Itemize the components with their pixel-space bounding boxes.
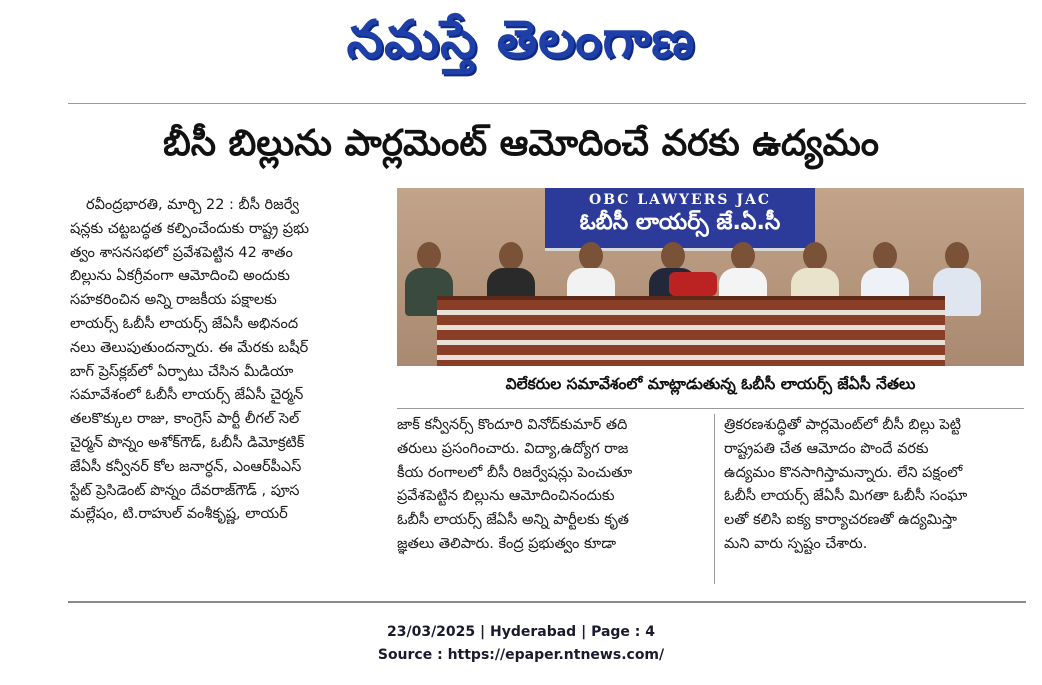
text-line: షన్లకు చట్టబద్ధత కల్పించేందుకు రాష్ట్ర ప్రభు (70, 220, 309, 237)
text-line: రవీంద్రభారతి, మార్చి 22 : బీసీ రిజర్వే (86, 197, 299, 213)
microphones (669, 272, 717, 296)
article-column-1 (70, 194, 386, 586)
photo-caption: విలేకరుల సమావేశంలో మాట్లాడుతున్న ఓబీసీ లాయర్స్ జేఏసీ నేతలు (397, 370, 1024, 398)
text-line: స్టేట్ ప్రెసిడెంట్ పొన్నం దేవరాజ్‌గౌడ్ , పూస (70, 482, 300, 499)
text-line: నలు తెలుపుతుందన్నారు. ఈ మేరకు బషీర్ (70, 339, 309, 356)
press-table (437, 296, 945, 366)
bottom-divider (68, 601, 1026, 603)
masthead-divider (68, 103, 1026, 104)
banner-telugu-text: ఓబీసీ లాయర్స్ జే.ఏ.సీ (579, 210, 781, 235)
article-column-3 (724, 414, 1024, 584)
text-line: జ్ఞతలు తెలిపారు. కేంద్ర ప్రభుత్వం కూడా (397, 535, 616, 552)
text-line: చైర్మన్ పొన్నం అశోక్‌గౌడ్, ఓబీసీ డిమోక్రటిక్ (70, 434, 305, 451)
text-line: రాష్ట్రపతి చేత ఆమోదం పొందే వరకు (724, 440, 929, 457)
press-meet-photo (397, 188, 1024, 366)
text-line: మని వారు స్పష్టం చేశారు. (724, 535, 868, 552)
text-line: బాగ్ ప్రెస్‌క్లబ్‌లో ఏర్పాటు చేసిన మీడియా (70, 363, 294, 380)
text-line: ప్రవేశపెట్టిన బిల్లును ఆమోదించినందుకు (397, 488, 615, 505)
article-column-2 (397, 414, 703, 584)
text-line: తలకొక్కుల రాజు, కాంగ్రెస్ పార్టీ లీగల్ సెల్ (70, 411, 300, 428)
headline: బీసీ బిల్లును పార్లమెంట్ ఆమోదించే వరకు ఉద్యమం (162, 123, 880, 164)
text-line: జాక్ కన్వీనర్స్ కొందూరి వినోద్‌కుమార్ తది (397, 417, 628, 433)
text-line: లతో కలిసి ఐక్య కార్యాచరణతో ఉద్యమిస్తా (724, 512, 957, 529)
text-line: కీయ రంగాలలో బీసీ రిజర్వేషన్లు పెంచుతూ (397, 464, 633, 481)
caption-divider (397, 408, 1024, 409)
text-line: సమావేశంలో ఓబీసీ లాయర్స్ జేఏసీ చైర్మన్ (70, 387, 304, 404)
banner-english-text: OBC LAWYERS JAC (589, 192, 771, 208)
text-line: ఓబీసీ లాయర్స్ జేఏసీ మిగతా ఓబీసీ సంఘా (724, 488, 968, 505)
text-line: తరులు ప్రసంగించారు. విద్యా,ఉద్యోగ రాజ (397, 440, 629, 457)
text-line: బిల్లును ఏకగ్రీవంగా ఆమోదించి అందుకు (70, 268, 290, 285)
text-line: సహకరించిన అన్ని రాజకీయ పక్షాలకు (70, 292, 277, 309)
column-divider (714, 414, 715, 584)
text-line: త్రికరణశుద్ధితో పార్లమెంట్‌లో బీసీ బిల్లు పెట్టి (724, 417, 961, 433)
text-line: మల్లేషం, టి.రాహుల్ వంశీకృష్ణ, లాయర్ (70, 506, 288, 523)
text-line: ఓబీసీ లాయర్స్ జేఏసీ అన్ని పార్టీలకు కృత (397, 512, 629, 529)
footer-date-line: 23/03/2025 | Hyderabad | Page : 4 (386, 624, 656, 640)
text-line: జేఏసీ కన్వీనర్ కోల జనార్ధన్, ఎంఆర్‌పీఎస్ (70, 458, 302, 475)
masthead-logo: నమస్తే తెలంగాణ (346, 10, 696, 70)
footer-source-line: Source : https://epaper.ntnews.com/ (377, 647, 665, 663)
text-line: ఉద్యమం కొనసాగిస్తామన్నారు. లేని పక్షంలో (724, 464, 963, 481)
text-line: లాయర్స్ ఓబీసీ లాయర్స్ జేఏసీ అభినంద (70, 315, 299, 332)
text-line: త్వం శాసనసభలో ప్రవేశపెట్టిన 42 శాతం (70, 244, 293, 261)
